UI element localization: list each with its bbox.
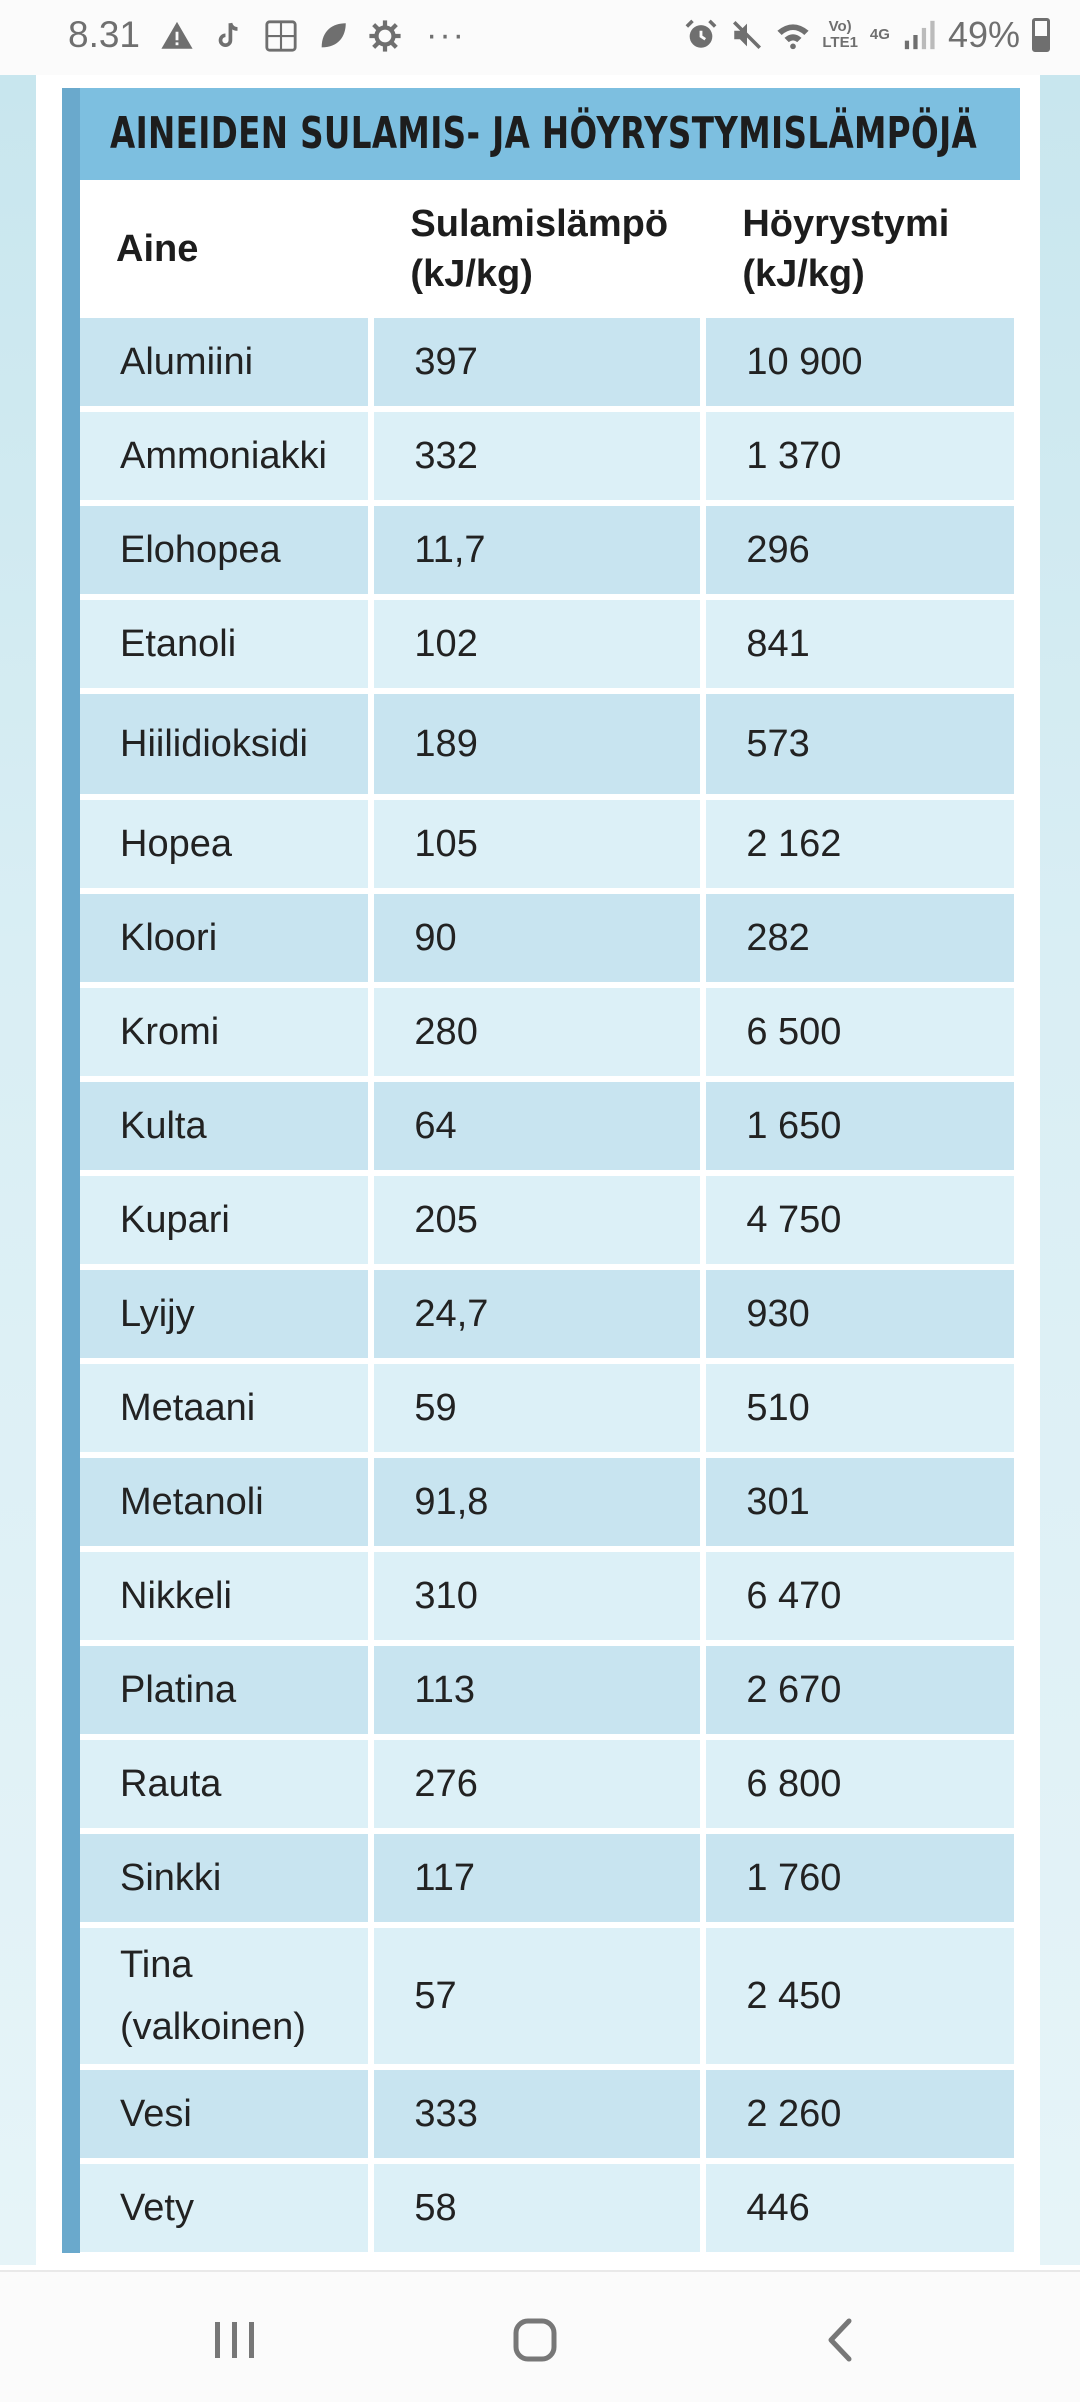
cell-hoyrystymislampo: 930 xyxy=(706,1270,1014,1358)
tiktok-icon xyxy=(212,19,246,53)
cell-hoyrystymislampo: 573 xyxy=(706,694,1014,794)
recents-button[interactable] xyxy=(205,2310,265,2370)
cell-aine: Lyijy xyxy=(80,1270,368,1358)
cell-sulamislampo: 58 xyxy=(374,2164,700,2252)
cell-hoyrystymislampo: 282 xyxy=(706,894,1014,982)
battery-percent: 49% xyxy=(947,14,1020,55)
table-title: AINEIDEN SULAMIS- JA HÖYRYSTYMISLÄMPÖJÄ xyxy=(110,108,978,159)
cell-sulamislampo: 310 xyxy=(374,1552,700,1640)
cell-aine: Platina xyxy=(80,1646,368,1734)
table-header-row xyxy=(80,186,1014,312)
cell-sulamislampo: 333 xyxy=(374,2070,700,2158)
cell-aine: Nikkeli xyxy=(80,1552,368,1640)
cell-aine: Kupari xyxy=(80,1176,368,1264)
cell-aine: Tina (valkoinen) xyxy=(80,1928,368,2064)
table-left-stripe xyxy=(62,88,80,2253)
table-row xyxy=(80,1928,1014,2064)
cell-aine: Ammoniakki xyxy=(80,412,368,500)
table-row xyxy=(80,412,1014,500)
cell-hoyrystymislampo: 6 800 xyxy=(706,1740,1014,1828)
leaf-icon xyxy=(316,19,350,53)
cell-sulamislampo: 102 xyxy=(374,600,700,688)
cell-sulamislampo: 64 xyxy=(374,1082,700,1170)
table-row xyxy=(80,1552,1014,1640)
mute-icon xyxy=(730,18,764,52)
signal-icon xyxy=(902,18,936,52)
cell-aine: Kromi xyxy=(80,988,368,1076)
table-viewport[interactable] xyxy=(80,180,1020,2260)
cell-hoyrystymislampo: 4 750 xyxy=(706,1176,1014,1264)
cell-hoyrystymislampo: 2 260 xyxy=(706,2070,1014,2158)
notification-icons xyxy=(160,16,466,55)
cell-hoyrystymislampo: 10 900 xyxy=(706,318,1014,406)
table-row xyxy=(80,694,1014,794)
table-row xyxy=(80,2164,1014,2252)
cell-aine: Metaani xyxy=(80,1364,368,1452)
cell-sulamislampo: 11,7 xyxy=(374,506,700,594)
cell-aine: Hiilidioksidi xyxy=(80,694,368,794)
table-row xyxy=(80,1364,1014,1452)
cell-aine: Elohopea xyxy=(80,506,368,594)
back-icon xyxy=(825,2317,855,2363)
data-table xyxy=(80,180,1020,2258)
navigation-bar xyxy=(0,2270,1080,2402)
recents-icon xyxy=(212,2320,258,2360)
table-body xyxy=(80,318,1014,2252)
settings-icon xyxy=(368,19,402,53)
warning-icon xyxy=(160,19,194,53)
cell-aine: Kloori xyxy=(80,894,368,982)
cell-aine: Sinkki xyxy=(80,1834,368,1922)
cell-hoyrystymislampo: 2 450 xyxy=(706,1928,1014,2064)
sudoku-icon xyxy=(264,19,298,53)
cell-sulamislampo: 105 xyxy=(374,800,700,888)
header-hoyrystymislampo: Höyrystymi (kJ/kg) xyxy=(706,186,1014,312)
cell-sulamislampo: 57 xyxy=(374,1928,700,2064)
table-row xyxy=(80,894,1014,982)
cell-sulamislampo: 117 xyxy=(374,1834,700,1922)
cell-hoyrystymislampo: 510 xyxy=(706,1364,1014,1452)
table-row xyxy=(80,600,1014,688)
cell-aine: Rauta xyxy=(80,1740,368,1828)
table-row xyxy=(80,1646,1014,1734)
battery-icon xyxy=(1032,18,1050,52)
cell-hoyrystymislampo: 2 670 xyxy=(706,1646,1014,1734)
cell-aine: Vesi xyxy=(80,2070,368,2158)
more-icon: ··· xyxy=(426,16,466,54)
status-time: 8.31 xyxy=(68,14,141,55)
home-icon xyxy=(512,2317,558,2363)
cell-hoyrystymislampo: 6 470 xyxy=(706,1552,1014,1640)
table-row xyxy=(80,506,1014,594)
cell-hoyrystymislampo: 2 162 xyxy=(706,800,1014,888)
table-row xyxy=(80,1458,1014,1546)
header-aine: Aine xyxy=(80,186,368,312)
cell-aine: Etanoli xyxy=(80,600,368,688)
status-bar xyxy=(0,0,1080,75)
table-row xyxy=(80,2070,1014,2158)
table-row xyxy=(80,1176,1014,1264)
cell-sulamislampo: 59 xyxy=(374,1364,700,1452)
table-row xyxy=(80,800,1014,888)
cell-sulamislampo: 24,7 xyxy=(374,1270,700,1358)
cell-hoyrystymislampo: 446 xyxy=(706,2164,1014,2252)
cell-sulamislampo: 276 xyxy=(374,1740,700,1828)
back-button[interactable] xyxy=(810,2310,870,2370)
cell-aine: Vety xyxy=(80,2164,368,2252)
cell-hoyrystymislampo: 1 650 xyxy=(706,1082,1014,1170)
network-gen: 4G xyxy=(869,26,890,43)
table-row xyxy=(80,1082,1014,1170)
table-row xyxy=(80,1834,1014,1922)
cell-sulamislampo: 332 xyxy=(374,412,700,500)
cell-sulamislampo: 397 xyxy=(374,318,700,406)
cell-hoyrystymislampo: 301 xyxy=(706,1458,1014,1546)
cell-hoyrystymislampo: 296 xyxy=(706,506,1014,594)
cell-sulamislampo: 189 xyxy=(374,694,700,794)
table-row xyxy=(80,988,1014,1076)
cell-sulamislampo: 280 xyxy=(374,988,700,1076)
wifi-icon xyxy=(776,18,810,52)
cell-hoyrystymislampo: 1 370 xyxy=(706,412,1014,500)
cell-sulamislampo: 90 xyxy=(374,894,700,982)
cell-aine: Kulta xyxy=(80,1082,368,1170)
table-row xyxy=(80,318,1014,406)
system-icons xyxy=(684,14,1050,56)
home-button[interactable] xyxy=(505,2310,565,2370)
cell-sulamislampo: 91,8 xyxy=(374,1458,700,1546)
table-row xyxy=(80,1270,1014,1358)
network-label: Vo) LTE1 xyxy=(822,18,858,51)
table-row xyxy=(80,1740,1014,1828)
cell-sulamislampo: 113 xyxy=(374,1646,700,1734)
cell-aine: Hopea xyxy=(80,800,368,888)
alarm-icon xyxy=(684,18,718,52)
cell-aine: Alumiini xyxy=(80,318,368,406)
cell-hoyrystymislampo: 1 760 xyxy=(706,1834,1014,1922)
cell-hoyrystymislampo: 6 500 xyxy=(706,988,1014,1076)
header-sulamislampo: Sulamislämpö (kJ/kg) xyxy=(374,186,700,312)
cell-sulamislampo: 205 xyxy=(374,1176,700,1264)
table-title-bar xyxy=(80,88,1020,180)
cell-aine: Metanoli xyxy=(80,1458,368,1546)
cell-hoyrystymislampo: 841 xyxy=(706,600,1014,688)
